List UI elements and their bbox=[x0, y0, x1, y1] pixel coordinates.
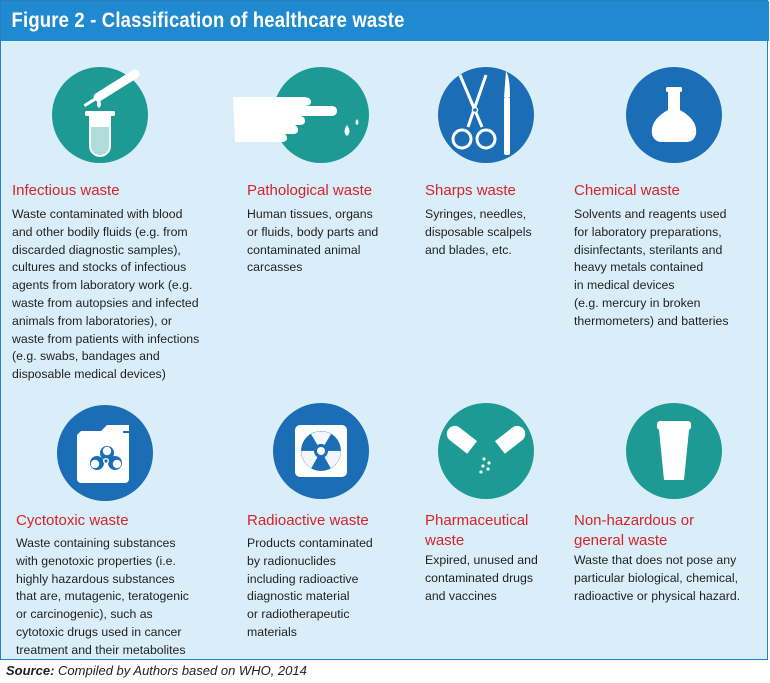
category-desc-radioactive: Products contaminated by radionuclides including radioactive diagnostic material or radiotherapeutic materials bbox=[247, 536, 373, 639]
source-label: Source: bbox=[6, 663, 55, 678]
category-desc-cytotoxic: Waste containing substances with genotoxic properties (i.e. highly hazardous substances that are, mutagenic, teratogenic or carcinogenic), such as cytotoxic drugs used in cancer treatment and their metabolites bbox=[16, 536, 189, 657]
capsule-icon bbox=[438, 403, 534, 499]
category-desc-pathological: Human tissues, organs or fluids, body parts and contaminated animal carcasses bbox=[247, 207, 379, 275]
category-desc-sharps: Syringes, needles, disposable scalpels and blades, etc. bbox=[425, 207, 532, 257]
category-title-infectious: Infectious waste bbox=[12, 182, 120, 199]
category-desc-non-hazardous: Waste that does not pose any particular biological, chemical, radioactive or physical hazard. bbox=[574, 553, 741, 603]
category-desc-pharmaceutical: Expired, unused and contaminated drugs and vaccines bbox=[425, 553, 538, 603]
biohazard-canister-icon bbox=[57, 405, 153, 501]
category-title-sharps: Sharps waste bbox=[425, 182, 516, 199]
figure-header bbox=[1, 1, 769, 41]
source-text: Compiled by Authors based on WHO, 2014 bbox=[54, 663, 307, 678]
source-note bbox=[6, 663, 307, 678]
flask-icon bbox=[626, 67, 722, 163]
test-tube-pipette-icon bbox=[52, 67, 148, 163]
category-title-pharmaceutical: Pharmaceutical waste bbox=[425, 512, 529, 549]
category-title-cytotoxic: Cyctotoxic waste bbox=[16, 512, 129, 529]
category-title-non-hazardous: Non-hazardous or general waste bbox=[574, 512, 695, 549]
category-desc-infectious: Waste contaminated with blood and other bodily fluids (e.g. from discarded diagnostic samples), cultures and stocks of infectious agents from laboratory work (e.g. waste from autopsies and infected animals from laboratories), or waste from patients with infections (e.g. swabs, bandages and disposable medical devices) bbox=[12, 207, 200, 382]
hand-drip-icon bbox=[273, 67, 369, 163]
category-title-pathological: Pathological waste bbox=[247, 182, 373, 199]
category-title-radioactive: Radioactive waste bbox=[247, 512, 369, 529]
category-desc-chemical: Solvents and reagents used for laboratory preparations, disinfectants, sterilants and heavy metals contained in medical devices (e.g. mercury in broken thermometers) and batteries bbox=[574, 207, 729, 328]
scissors-scalpel-icon bbox=[438, 67, 534, 163]
cup-icon bbox=[626, 403, 722, 499]
figure-title: Figure 2 - Classification of healthcare waste bbox=[11, 9, 405, 32]
radiation-icon bbox=[273, 403, 369, 499]
category-title-chemical: Chemical waste bbox=[574, 182, 680, 199]
